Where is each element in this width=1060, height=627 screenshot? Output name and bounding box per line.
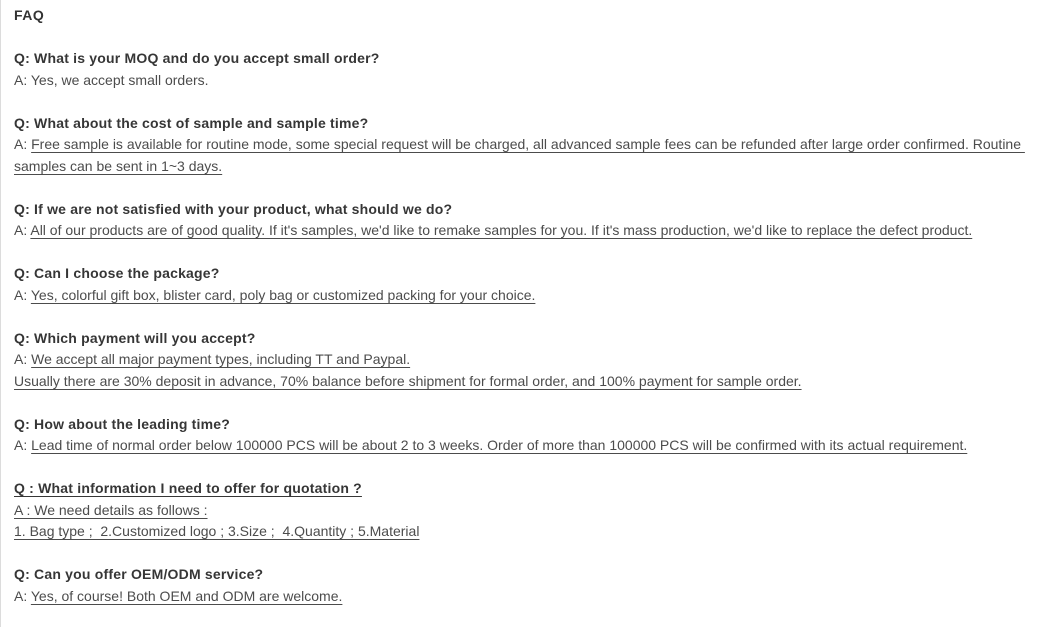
- faq-answer: [14, 586, 1047, 608]
- faq-section: [14, 263, 1047, 306]
- faq-answer: [14, 70, 1047, 92]
- answer-underlined-text: Free sample is available for routine mode, some special request will be charged, all advanced sample fees can be refunded after large order confirmed. Routine samples can be sent in 1~3 days.: [14, 136, 1025, 174]
- answer-underlined-text: All of our products are of good quality. If it's samples, we'd like to remake samples for you. If it's mass production, we'd like to replace the defect product.: [30, 222, 973, 238]
- faq-question: Q: How about the leading time?: [14, 415, 230, 432]
- faq-section: [14, 564, 1047, 607]
- answer-plain-text: A:: [14, 222, 31, 238]
- faq-section: [14, 48, 1047, 91]
- faq-section: [14, 113, 1047, 178]
- answer-plain-text: A:: [14, 437, 32, 453]
- faq-question: Q: What is your MOQ and do you accept small order?: [14, 50, 380, 66]
- faq-answer: [14, 285, 1047, 307]
- answer-plain-text: A:: [14, 136, 32, 152]
- answer-underlined-text: Lead time of normal order below 100000 PCS will be about 2 to 3 weeks. Order of more than 100000 PCS will be confirmed with its actual requirement.: [31, 437, 968, 453]
- faq-answer: [14, 371, 1047, 393]
- faq-question: Q: What about the cost of sample and sample time?: [14, 114, 369, 131]
- faq-section: [14, 328, 1047, 393]
- answer-underlined-text: Usually there are 30% deposit in advance, 70% balance before shipment for formal order, and 100% payment for sample order.: [14, 372, 802, 389]
- answer-underlined-text: Yes, colorful gift box, blister card, poly bag or customized packing for your choice.: [30, 286, 536, 303]
- answer-plain-text: A:: [14, 351, 32, 367]
- answer-underlined-text: 1. Bag type ; 2.Customized logo ; 3.Size ; 4.Quantity ; 5.Material: [14, 523, 420, 539]
- faq-heading: FAQ: [14, 7, 45, 23]
- faq-question: Q: Which payment will you accept?: [14, 329, 256, 346]
- faq-answer: [14, 220, 1047, 242]
- faq-question: Q : What information I need to offer for quotation ?: [14, 480, 362, 496]
- faq-answer: [14, 349, 1047, 371]
- answer-plain-text: A:: [14, 587, 31, 604]
- faq-answer: [14, 134, 1047, 177]
- answer-underlined-text: A : We need details as follows :: [14, 501, 208, 518]
- faq-answer: [14, 521, 1047, 543]
- faq-question: Q: If we are not satisfied with your product, what should we do?: [14, 200, 453, 217]
- faq-question: Q: Can you offer OEM/ODM service?: [14, 566, 264, 582]
- faq-section: [14, 199, 1047, 242]
- faq-section: [14, 414, 1047, 457]
- answer-plain-text: A:: [14, 286, 31, 303]
- answer-underlined-text: Yes, of course! Both OEM and ODM are welcome.: [30, 587, 343, 604]
- faq-section: [14, 478, 1047, 543]
- answer-underlined-text: We accept all major payment types, including TT and Paypal.: [31, 351, 411, 367]
- faq-answer: [14, 435, 1047, 457]
- answer-plain-text: A: Yes, we accept small orders.: [14, 71, 209, 88]
- faq-question: Q: Can I choose the package?: [14, 265, 220, 281]
- faq-answer: [14, 500, 1047, 522]
